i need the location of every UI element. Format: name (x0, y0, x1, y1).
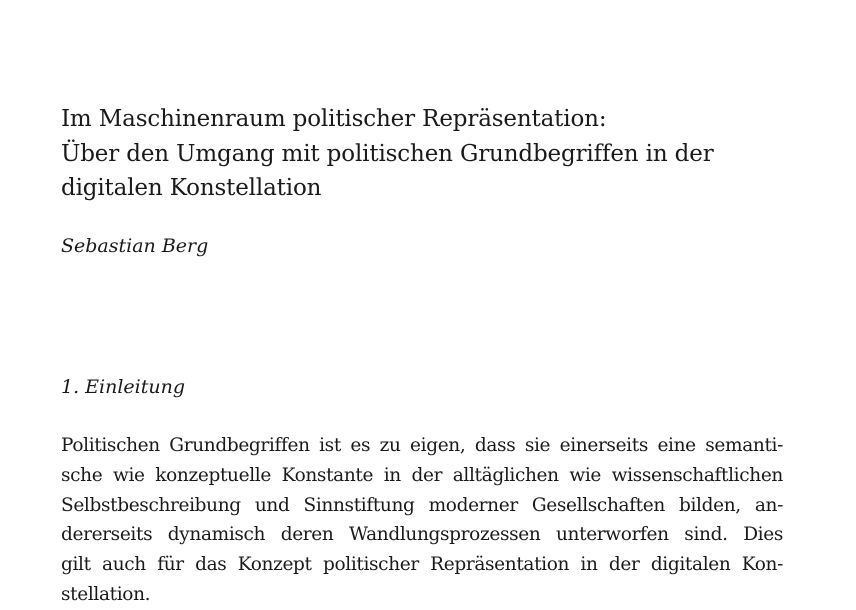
title-line: Über den Umgang mit politischen Grundbegriffen in der (61, 140, 714, 167)
paragraph-line: stellation. (61, 583, 151, 605)
paragraph-line: gilt auch für das Konzept politischer Repräsentation in der digitalen Kon- (61, 554, 783, 576)
title-line: Im Maschinenraum politischer Repräsentation: (61, 106, 607, 132)
paragraph-line: sche wie konzeptuelle Konstante in der alltäglichen wie wissenschaftlichen (61, 464, 783, 486)
section-heading: 1. Einleitung (61, 376, 186, 398)
title-line: digitalen Konstellation (61, 175, 322, 201)
paper-title (61, 102, 714, 206)
document-page (61, 0, 783, 610)
paragraph-line: Selbstbeschreibung und Sinnstiftung moderner Gesellschaften bilden, an- (61, 494, 783, 516)
body-paragraph (61, 431, 783, 610)
paragraph-line: dererseits dynamisch deren Wandlungsprozessen unterworfen sind. Dies (61, 524, 783, 546)
paragraph-line: Politischen Grundbegriffen ist es zu eigen, dass sie einerseits eine semanti- (61, 435, 783, 456)
author-name: Sebastian Berg (61, 235, 209, 257)
